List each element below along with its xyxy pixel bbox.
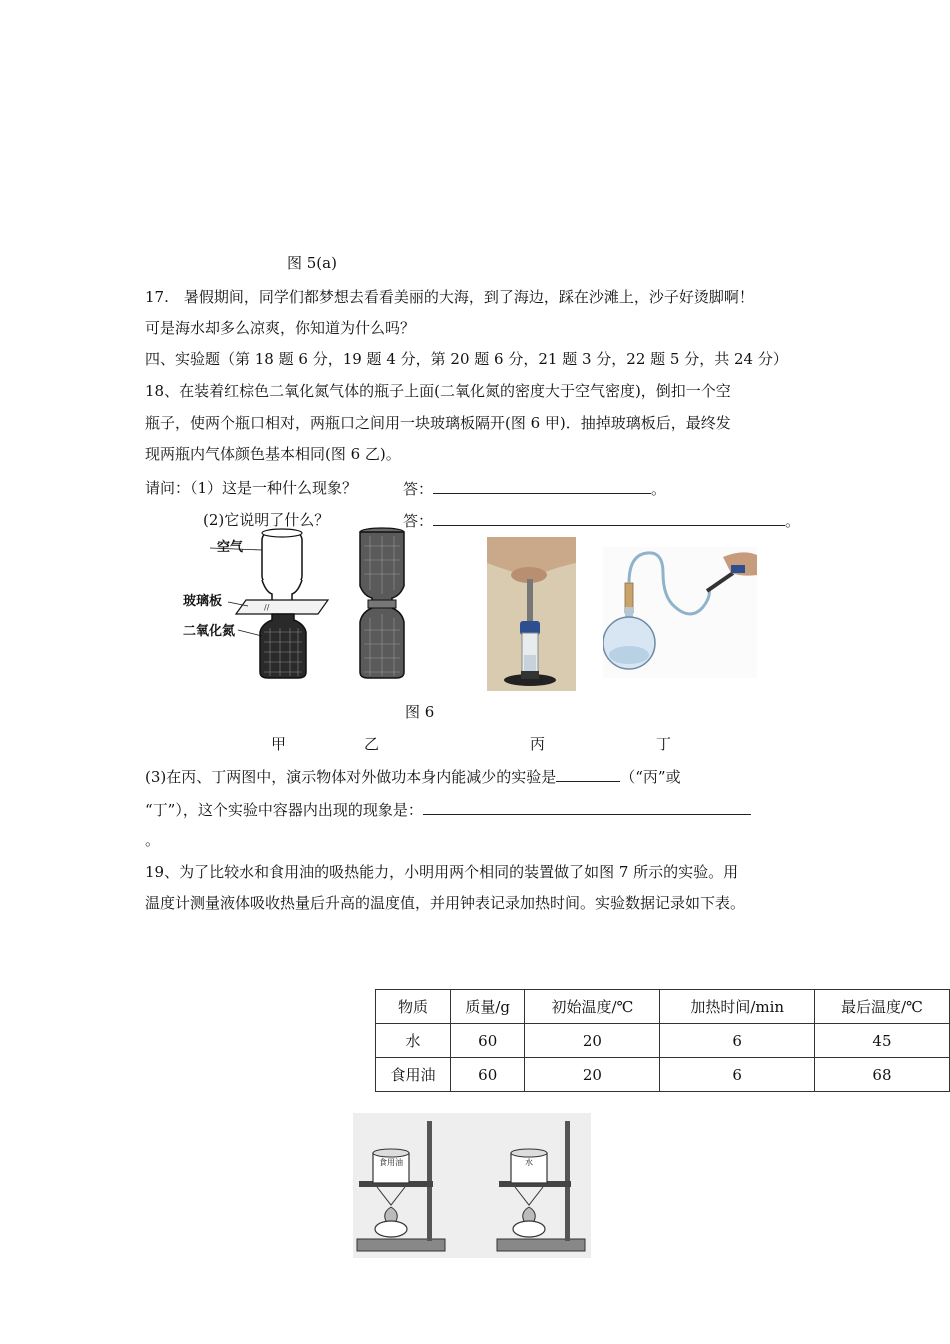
answer-3-blank-b[interactable]	[423, 799, 751, 815]
table-cell: 68	[814, 1058, 949, 1092]
q18-line-3: 现两瓶内气体颜色基本相同(图 6 乙)。	[145, 445, 401, 463]
q18-line-1: 18、在装着红棕色二氧化氮气体的瓶子上面(二氧化氮的密度大于空气密度)，倒扣一个空	[145, 382, 731, 400]
q18-ask-1-text: 请问：（1）这是一种什么现象？	[145, 479, 358, 497]
table-header-cell: 最后温度/℃	[814, 990, 949, 1024]
q18-ask-3-text-b: （“丙”或	[620, 768, 681, 786]
q17-line-2: 可是海水却多么凉爽，你知道为什么吗？	[145, 319, 416, 337]
figure-6-yi-bottles	[352, 526, 412, 684]
figure-6-bing-piston-photo	[487, 537, 576, 691]
period: 。	[785, 512, 801, 530]
svg-text://: //	[264, 603, 270, 612]
answer-2-blank[interactable]	[433, 510, 785, 526]
q18-ask-3-end: 。	[145, 831, 161, 849]
table-row	[376, 1024, 950, 1058]
figure-5-caption: 图 5(a)	[287, 254, 337, 272]
q18-ask-1	[145, 478, 357, 498]
q18-ask-3-line-2	[145, 799, 751, 820]
figure-7-heating-setups	[353, 1113, 591, 1258]
table-cell: 60	[451, 1058, 525, 1092]
q19-line-2: 温度计测量液体吸收热量后升高的温度值，并用钟表记录加热时间。实验数据记录如下表。	[145, 894, 746, 912]
q18-ask-3-text-a: (3)在丙、丁两图中，演示物体对外做功本身内能减少的实验是	[145, 768, 557, 786]
answer-label: 答：	[403, 480, 434, 498]
table-cell: 60	[451, 1024, 525, 1058]
figure-6-caption: 图 6	[405, 703, 435, 721]
section-4-heading: 四、实验题（第 18 题 6 分，19 题 4 分，第 20 题 6 分，21 题 3 分，22 题 5 分，共 24 分）	[145, 350, 788, 368]
period: 。	[651, 480, 667, 498]
q18-answer-2	[403, 510, 800, 531]
q17-line-1: 17. 暑假期间，同学们都梦想去看看美丽的大海，到了海边，踩在沙滩上，沙子好烫脚啊！	[145, 288, 754, 306]
sub-label-bing: 丙	[530, 735, 546, 753]
table-cell: 6	[660, 1024, 814, 1058]
answer-1-blank[interactable]	[433, 478, 651, 494]
q19-line-1: 19、为了比较水和食用油的吸热能力，小明用两个相同的装置做了如图 7 所示的实验。用	[145, 863, 739, 881]
answer-3-blank-a[interactable]	[556, 766, 620, 782]
answer-label: 答：	[403, 512, 434, 530]
table-cell: 食用油	[376, 1058, 451, 1092]
sub-label-jia: 甲	[271, 735, 287, 753]
table-header-row	[376, 990, 950, 1024]
table-header-cell: 质量/g	[451, 990, 525, 1024]
q18-ask-3-text-c: “丁”），这个实验中容器内出现的现象是：	[145, 801, 423, 819]
table-header-cell: 物质	[376, 990, 451, 1024]
table-header-cell: 初始温度/℃	[525, 990, 660, 1024]
table-cell: 水	[376, 1024, 451, 1058]
figure-6-ding-flask-photo	[603, 547, 757, 678]
q18-answer-1	[403, 478, 666, 499]
right-beaker-label: 水	[525, 1158, 533, 1167]
label-no2: 二氧化氮	[183, 624, 236, 639]
table-header-cell: 加热时间/min	[660, 990, 814, 1024]
label-air: 空气	[217, 540, 244, 555]
left-beaker-label: 食用油	[379, 1158, 403, 1167]
table-row	[376, 1058, 950, 1092]
q18-ask-2: (2)它说明了什么？	[203, 511, 330, 529]
table-cell: 20	[525, 1024, 660, 1058]
sub-label-yi: 乙	[364, 735, 380, 753]
q18-line-2: 瓶子，使两个瓶口相对，两瓶口之间用一块玻璃板隔开(图 6 甲)．抽掉玻璃板后，最终发	[145, 414, 731, 432]
q18-ask-3-line-1	[145, 766, 681, 787]
label-glass-plate: 玻璃板	[183, 594, 223, 609]
data-table	[375, 989, 950, 1092]
table-cell: 45	[814, 1024, 949, 1058]
table-cell: 20	[525, 1058, 660, 1092]
table-cell: 6	[660, 1058, 814, 1092]
sub-label-ding: 丁	[656, 735, 672, 753]
